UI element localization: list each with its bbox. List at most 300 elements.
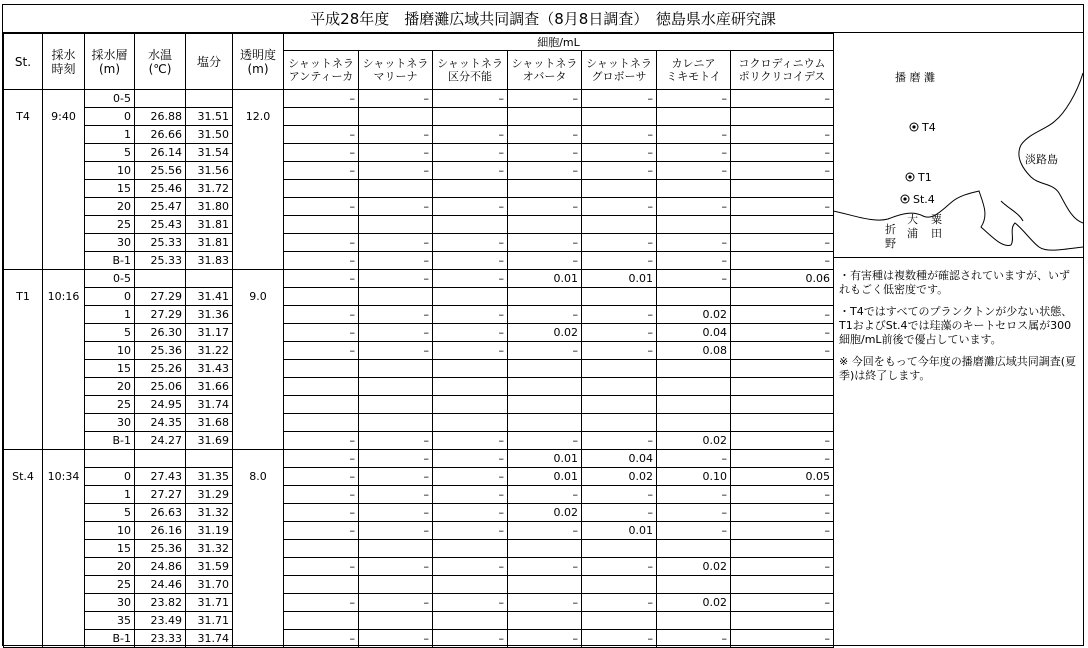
cell-count: –	[284, 252, 359, 270]
table-row	[4, 630, 834, 648]
depth-cell: 30	[85, 594, 135, 612]
depth-cell: 0-5	[85, 90, 135, 108]
table-row	[4, 198, 834, 216]
cell-count: –	[657, 522, 731, 540]
cell-count: –	[433, 162, 508, 180]
cell-count: –	[582, 342, 657, 360]
transparency-cell: 12.0	[233, 90, 284, 270]
salinity-cell: 31.68	[186, 414, 233, 432]
cell-count: –	[508, 144, 582, 162]
cell-count	[359, 396, 433, 414]
tokushima-coastline	[833, 191, 1083, 250]
cell-count: –	[582, 558, 657, 576]
cell-count	[359, 378, 433, 396]
cell-count	[359, 576, 433, 594]
cell-count: –	[508, 558, 582, 576]
cell-count	[359, 540, 433, 558]
cell-count	[731, 540, 834, 558]
salinity-cell: 31.72	[186, 180, 233, 198]
cell-count: –	[582, 324, 657, 342]
cell-count	[508, 576, 582, 594]
salinity-cell: 31.32	[186, 504, 233, 522]
cell-count: –	[284, 504, 359, 522]
table-row	[4, 540, 834, 558]
cell-count: –	[359, 342, 433, 360]
cell-count: –	[433, 486, 508, 504]
cell-count: –	[284, 342, 359, 360]
table-row	[4, 324, 834, 342]
salinity-cell: 31.43	[186, 360, 233, 378]
depth-cell: B-1	[85, 432, 135, 450]
table-row	[4, 342, 834, 360]
salinity-cell: 31.83	[186, 252, 233, 270]
cell-count: –	[731, 630, 834, 648]
cell-count: –	[731, 162, 834, 180]
salinity-cell: 31.36	[186, 306, 233, 324]
cell-count	[508, 288, 582, 306]
cell-count: –	[284, 594, 359, 612]
salinity-cell	[186, 90, 233, 108]
salinity-cell: 31.69	[186, 432, 233, 450]
header-species-label: コクロディニウム ポリクリコイデス	[738, 57, 826, 83]
cell-count: –	[433, 432, 508, 450]
cell-count: 0.04	[657, 324, 731, 342]
table-row	[4, 504, 834, 522]
report-title: 平成28年度 播磨灘広域共同調査（8月8日調査） 徳島県水産研究課	[3, 5, 1083, 33]
cell-count: –	[359, 630, 433, 648]
cell-count	[657, 360, 731, 378]
cell-count: –	[731, 432, 834, 450]
salinity-cell: 31.59	[186, 558, 233, 576]
sample-time-cell: 9:40	[43, 90, 85, 270]
salinity-cell: 31.56	[186, 162, 233, 180]
header-species-0	[284, 51, 359, 90]
cell-count: –	[731, 450, 834, 468]
temp-cell: 25.33	[135, 252, 186, 270]
transparency-cell: 9.0	[233, 270, 284, 450]
cell-count: –	[359, 504, 433, 522]
cell-count: –	[284, 270, 359, 288]
cell-count: –	[731, 594, 834, 612]
cell-count	[284, 288, 359, 306]
cell-count: 0.01	[508, 450, 582, 468]
salinity-cell: 31.29	[186, 486, 233, 504]
depth-cell: 30	[85, 234, 135, 252]
header-transparency	[233, 34, 284, 90]
station-label-st4: St.4	[913, 193, 935, 206]
cell-count: 0.01	[582, 522, 657, 540]
cell-count: –	[284, 144, 359, 162]
header-time	[43, 34, 85, 90]
cell-count	[582, 414, 657, 432]
table-row	[4, 612, 834, 630]
header-transparency-text: 透明度 (m)	[239, 47, 276, 76]
depth-cell: 20	[85, 378, 135, 396]
salinity-cell: 31.32	[186, 540, 233, 558]
temp-cell: 26.30	[135, 324, 186, 342]
cell-count	[284, 180, 359, 198]
cell-count: –	[582, 234, 657, 252]
cell-count	[508, 378, 582, 396]
notes-panel	[839, 269, 1079, 391]
cell-count	[657, 378, 731, 396]
cell-count	[359, 108, 433, 126]
header-species-6	[731, 51, 834, 90]
cell-count: –	[433, 234, 508, 252]
cell-count: –	[582, 198, 657, 216]
table-row	[4, 378, 834, 396]
salinity-cell: 31.81	[186, 234, 233, 252]
cell-count: 0.02	[657, 594, 731, 612]
table-row	[4, 360, 834, 378]
salinity-cell: 31.17	[186, 324, 233, 342]
cell-count: –	[657, 450, 731, 468]
place-label-3: 粟	[931, 213, 942, 226]
cell-count	[731, 216, 834, 234]
salinity-cell: 31.51	[186, 108, 233, 126]
cell-count: –	[284, 522, 359, 540]
place-label-6: 野	[885, 237, 896, 250]
header-salinity: 塩分	[186, 34, 233, 90]
cell-count: –	[657, 630, 731, 648]
cell-count	[582, 180, 657, 198]
cell-count: –	[508, 234, 582, 252]
cell-count: –	[731, 126, 834, 144]
temp-cell: 26.66	[135, 126, 186, 144]
header-temp-text: 水温 (℃)	[147, 47, 172, 76]
cell-count: 0.02	[657, 306, 731, 324]
temp-cell: 27.43	[135, 468, 186, 486]
salinity-cell: 31.71	[186, 612, 233, 630]
temp-cell: 25.26	[135, 360, 186, 378]
depth-cell: 5	[85, 504, 135, 522]
cell-count: 0.02	[657, 432, 731, 450]
table-row	[4, 486, 834, 504]
table-row	[4, 468, 834, 486]
cell-count: –	[582, 90, 657, 108]
cell-count: –	[508, 630, 582, 648]
cell-count: –	[359, 306, 433, 324]
temp-cell: 26.14	[135, 144, 186, 162]
header-layer-text: 採水層 (m)	[91, 47, 128, 76]
depth-cell: 1	[85, 126, 135, 144]
cell-count: 0.02	[508, 504, 582, 522]
temp-cell: 26.16	[135, 522, 186, 540]
temp-cell	[135, 90, 186, 108]
table-row	[4, 252, 834, 270]
cell-count	[582, 288, 657, 306]
cell-count	[284, 612, 359, 630]
cell-count	[731, 108, 834, 126]
cell-count	[433, 576, 508, 594]
temp-cell: 24.27	[135, 432, 186, 450]
cell-count: –	[582, 306, 657, 324]
cell-count	[582, 612, 657, 630]
cell-count: 0.01	[508, 468, 582, 486]
cell-count: –	[433, 342, 508, 360]
salinity-cell	[186, 270, 233, 288]
cell-count	[433, 540, 508, 558]
cell-count: –	[359, 486, 433, 504]
cell-count: –	[284, 558, 359, 576]
cell-count: –	[508, 594, 582, 612]
header-species-3	[508, 51, 582, 90]
table-row	[4, 594, 834, 612]
depth-cell: 35	[85, 612, 135, 630]
cell-count	[359, 414, 433, 432]
station-marker-st4	[901, 193, 935, 206]
cell-count	[508, 396, 582, 414]
salinity-cell: 31.54	[186, 144, 233, 162]
cell-count: –	[731, 144, 834, 162]
cell-count: –	[657, 504, 731, 522]
cell-count	[731, 288, 834, 306]
cell-count: –	[359, 594, 433, 612]
depth-cell	[85, 450, 135, 468]
temp-cell: 25.06	[135, 378, 186, 396]
temp-cell: 26.63	[135, 504, 186, 522]
depth-cell: 15	[85, 360, 135, 378]
cell-count	[582, 108, 657, 126]
cell-count	[731, 360, 834, 378]
cell-count	[657, 612, 731, 630]
cell-count	[657, 576, 731, 594]
temp-cell: 25.43	[135, 216, 186, 234]
table-row	[4, 576, 834, 594]
cell-count	[731, 414, 834, 432]
depth-cell: 0	[85, 468, 135, 486]
table-row	[4, 522, 834, 540]
location-map	[833, 33, 1083, 258]
depth-cell: 10	[85, 342, 135, 360]
sample-time-cell: 10:34	[43, 450, 85, 648]
cell-count: –	[359, 126, 433, 144]
cell-count: –	[582, 630, 657, 648]
inner-coastline	[1001, 201, 1023, 221]
cell-count: –	[508, 522, 582, 540]
cell-count: –	[433, 450, 508, 468]
cell-count: –	[284, 162, 359, 180]
header-station: St.	[4, 34, 43, 90]
cell-count	[284, 396, 359, 414]
table-row	[4, 432, 834, 450]
cell-count	[582, 360, 657, 378]
cell-count: –	[433, 126, 508, 144]
cell-count	[508, 180, 582, 198]
table-row	[4, 414, 834, 432]
salinity-cell: 31.41	[186, 288, 233, 306]
cell-count	[731, 180, 834, 198]
depth-cell: B-1	[85, 252, 135, 270]
cell-count: –	[657, 252, 731, 270]
cell-count: –	[731, 306, 834, 324]
table-row	[4, 306, 834, 324]
cell-count	[582, 396, 657, 414]
cell-count: 0.04	[582, 450, 657, 468]
cell-count	[508, 414, 582, 432]
cell-count: –	[433, 468, 508, 486]
island-label: 淡路島	[1025, 153, 1058, 166]
salinity-cell: 31.22	[186, 342, 233, 360]
station-name-cell: St.4	[4, 450, 43, 648]
cell-count: –	[284, 306, 359, 324]
depth-cell: 5	[85, 144, 135, 162]
header-layer	[85, 34, 135, 90]
cell-count	[284, 216, 359, 234]
cell-count: –	[359, 270, 433, 288]
depth-cell: 0-5	[85, 270, 135, 288]
temp-cell: 25.46	[135, 180, 186, 198]
cell-count: –	[359, 450, 433, 468]
cell-count	[433, 414, 508, 432]
temp-cell: 25.56	[135, 162, 186, 180]
cell-count: –	[657, 198, 731, 216]
cell-count	[508, 216, 582, 234]
cell-count	[433, 396, 508, 414]
header-species-label: シャットネラ 区分不能	[437, 57, 503, 83]
table-row	[4, 180, 834, 198]
note-survey-end: ※ 今回をもって今年度の播磨灘広域共同調査(夏季)は終了します。	[839, 355, 1077, 382]
cell-count: –	[731, 522, 834, 540]
depth-cell: 20	[85, 198, 135, 216]
cell-count: 0.02	[508, 324, 582, 342]
cell-count	[284, 360, 359, 378]
cell-count: –	[731, 90, 834, 108]
cell-count	[284, 378, 359, 396]
cell-count: –	[359, 324, 433, 342]
table-row	[4, 108, 834, 126]
cell-count	[359, 216, 433, 234]
temp-cell: 25.36	[135, 540, 186, 558]
cell-count: –	[359, 234, 433, 252]
sea-label: 播 磨 灘	[895, 71, 935, 84]
cell-count	[657, 540, 731, 558]
salinity-cell: 31.50	[186, 126, 233, 144]
cell-count: –	[284, 90, 359, 108]
place-label-5: 折	[885, 223, 896, 236]
cell-count: –	[284, 630, 359, 648]
salinity-cell: 31.80	[186, 198, 233, 216]
cell-count: –	[433, 270, 508, 288]
cell-count	[359, 360, 433, 378]
cell-count	[582, 378, 657, 396]
cell-count: –	[731, 252, 834, 270]
temp-cell: 24.35	[135, 414, 186, 432]
survey-table	[3, 33, 834, 648]
awaji-coastline	[1019, 73, 1083, 223]
table-row	[4, 234, 834, 252]
cell-count: –	[284, 450, 359, 468]
table-row	[4, 288, 834, 306]
cell-count: –	[433, 630, 508, 648]
cell-count	[582, 216, 657, 234]
cell-count: –	[284, 198, 359, 216]
salinity-cell: 31.74	[186, 396, 233, 414]
cell-count	[508, 108, 582, 126]
cell-count: –	[657, 486, 731, 504]
cell-count: –	[359, 90, 433, 108]
cell-count	[359, 180, 433, 198]
salinity-cell	[186, 450, 233, 468]
temp-cell: 26.88	[135, 108, 186, 126]
cell-count	[433, 288, 508, 306]
station-name-cell: T1	[4, 270, 43, 450]
station-marker-t4	[910, 121, 936, 134]
cell-count: –	[582, 162, 657, 180]
temp-cell: 24.46	[135, 576, 186, 594]
cell-count: –	[359, 198, 433, 216]
cell-count: –	[508, 306, 582, 324]
cell-count	[731, 396, 834, 414]
cell-count: –	[359, 558, 433, 576]
temp-cell: 24.86	[135, 558, 186, 576]
header-species-label: シャットネラ アンティーカ	[288, 57, 354, 83]
cell-count: –	[284, 234, 359, 252]
temp-cell: 23.82	[135, 594, 186, 612]
cell-count: –	[582, 504, 657, 522]
cell-count: –	[582, 594, 657, 612]
cell-count: –	[508, 432, 582, 450]
cell-count: 0.01	[582, 270, 657, 288]
salinity-cell: 31.74	[186, 630, 233, 648]
header-species-5	[657, 51, 731, 90]
cell-count	[657, 396, 731, 414]
cell-count	[433, 360, 508, 378]
cell-count: –	[657, 126, 731, 144]
cell-count	[433, 378, 508, 396]
header-cells-group: 細胞/mL	[284, 34, 834, 51]
cell-count: –	[657, 162, 731, 180]
place-label-4: 田	[931, 227, 942, 240]
cell-count	[657, 414, 731, 432]
temp-cell: 25.33	[135, 234, 186, 252]
cell-count: 0.06	[731, 270, 834, 288]
cell-count	[582, 576, 657, 594]
cell-count: –	[433, 252, 508, 270]
cell-count: –	[657, 90, 731, 108]
depth-cell: 20	[85, 558, 135, 576]
cell-count: –	[731, 234, 834, 252]
depth-cell: 10	[85, 522, 135, 540]
salinity-cell: 31.19	[186, 522, 233, 540]
cell-count: –	[582, 144, 657, 162]
cell-count: 0.01	[508, 270, 582, 288]
cell-count: –	[508, 126, 582, 144]
cell-count	[508, 612, 582, 630]
temp-cell: 27.27	[135, 486, 186, 504]
cell-count: –	[284, 468, 359, 486]
transparency-cell: 8.0	[233, 450, 284, 648]
cell-count: –	[433, 306, 508, 324]
table-row	[4, 396, 834, 414]
temp-cell	[135, 270, 186, 288]
depth-cell: 25	[85, 216, 135, 234]
header-species-label: カレニア ミキモトイ	[666, 57, 721, 83]
header-species-2	[433, 51, 508, 90]
sample-time-cell: 10:16	[43, 270, 85, 450]
cell-count: –	[284, 126, 359, 144]
cell-count: –	[657, 144, 731, 162]
cell-count: –	[433, 144, 508, 162]
temp-cell: 25.36	[135, 342, 186, 360]
cell-count	[359, 612, 433, 630]
temp-cell: 24.95	[135, 396, 186, 414]
cell-count: –	[433, 504, 508, 522]
station-marker-t1	[906, 171, 932, 184]
cell-count: –	[284, 432, 359, 450]
depth-cell: 15	[85, 180, 135, 198]
depth-cell: 10	[85, 162, 135, 180]
